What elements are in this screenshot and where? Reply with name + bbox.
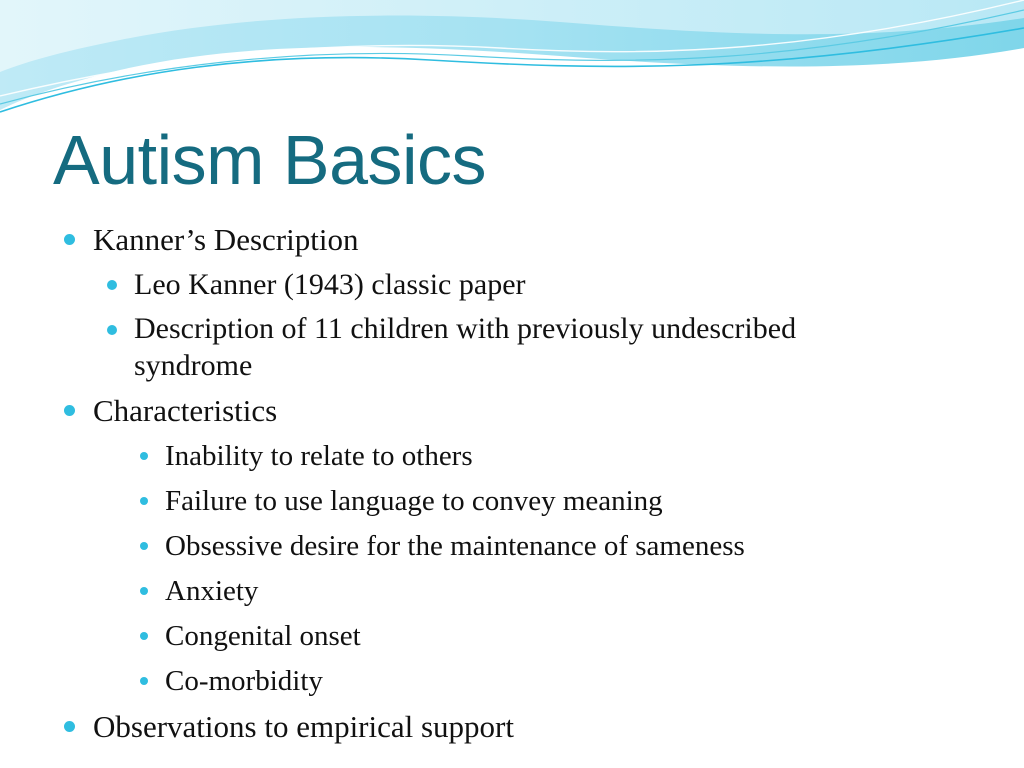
sub-bullet-dot	[107, 325, 117, 335]
sub-sub-bullet-dot	[140, 677, 148, 685]
sub-bullet-item: Leo Kanner (1943) classic paper	[134, 268, 526, 301]
sub-sub-bullet-item: Co-morbidity	[165, 665, 323, 697]
sub-sub-bullet-dot	[140, 497, 148, 505]
bullet-dot	[64, 721, 75, 732]
bullet-item: Characteristics	[93, 393, 278, 428]
sub-sub-bullet-dot	[140, 452, 148, 460]
sub-sub-bullet-dot	[140, 632, 148, 640]
sub-sub-bullet-item: Failure to use language to convey meaning	[165, 485, 663, 517]
bullet-item: Kanner’s Description	[93, 222, 359, 257]
sub-sub-bullet-item: Congenital onset	[165, 620, 361, 652]
bullet-item: Observations to empirical support	[93, 709, 514, 744]
bullet-dot	[64, 405, 75, 416]
sub-sub-bullet-item: Obsessive desire for the maintenance of sameness	[165, 530, 745, 562]
sub-sub-bullet-dot	[140, 542, 148, 550]
sub-bullet-dot	[107, 280, 117, 290]
sub-bullet-item-continuation: syndrome	[134, 349, 253, 382]
sub-sub-bullet-item: Anxiety	[165, 575, 259, 607]
sub-sub-bullet-item: Inability to relate to others	[165, 440, 473, 472]
bullet-dot	[64, 234, 75, 245]
sub-bullet-item: Description of 11 children with previously undescribed	[134, 312, 797, 345]
slide-title: Autism Basics	[53, 121, 487, 199]
sub-sub-bullet-dot	[140, 587, 148, 595]
